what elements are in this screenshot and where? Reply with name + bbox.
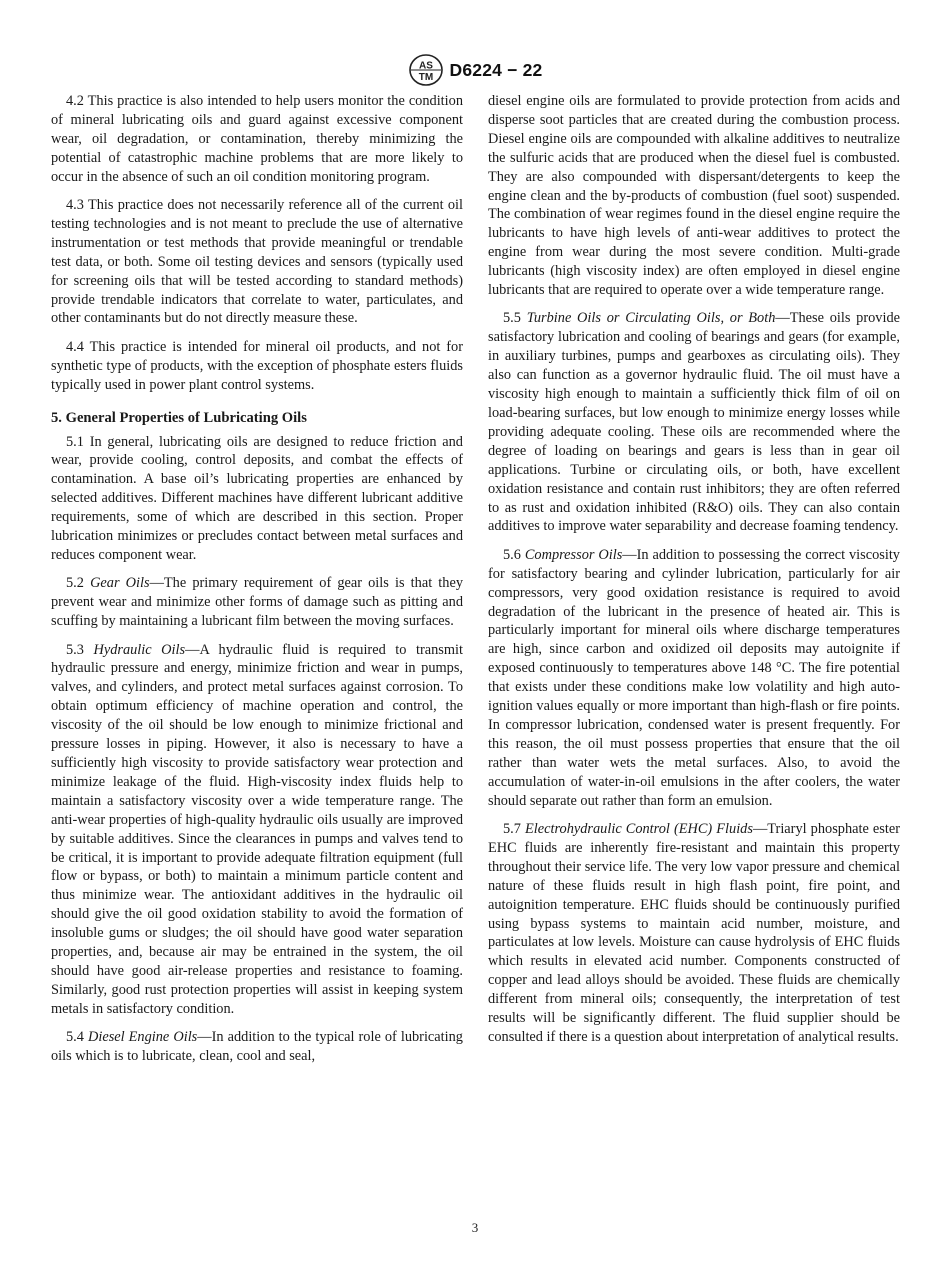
- paragraph-5-5: [488, 309, 900, 536]
- paragraph-title: Diesel Engine Oils: [87, 1029, 198, 1046]
- svg-text:TM: TM: [418, 72, 433, 83]
- section-number: 5.4: [66, 1029, 84, 1046]
- section-number: 4.3: [66, 197, 84, 214]
- paragraph-text: —The primary requirement of gear oils is that they prevent wear and minimize other forms of damage such as pitting and scuffing by maintaining a lubricant film between the moving surfaces.: [51, 575, 463, 630]
- paragraph-title: Turbine Oils or Circulating Oils, or Both: [526, 310, 776, 327]
- paragraph-title: Electrohydraulic Control (EHC) Fluids: [525, 821, 753, 838]
- paragraph-text: —These oils provide satisfactory lubrication and cooling of bearings and gears (for example, in auxiliary turbines, pumps and gearboxes as circulating oils). They also can function as a governor hydraulic fluid. The oil must have a viscosity high enough to maintain a sufficiently thick film of oil on load-bearing surfaces, but low enough to minimize energy losses while providing adequate cooling. These oils are recommended where the degree of loading on bearings and gears is less than in gear oil applications. Turbine or circulating oils, or both, have excellent oxidation resistance and contain rust inhibitors; they are often referred to as rust and oxidation inhibited (R&O) oils. They can also contain additives to improve water separability and decrease foaming tendency.: [488, 310, 900, 535]
- paragraph-5-3: [51, 641, 463, 1019]
- paragraph-text: This practice is also intended to help users monitor the condition of mineral lubricating oils and guard against excessive component wear, oil degradation, or contamination, thereby minimizing the potential of catastrophic machine problems that are more likely to occur in the absence of such an oil condition monitoring program.: [51, 93, 463, 185]
- section-number: 5.6: [503, 546, 521, 563]
- paragraph-5-6: [488, 546, 900, 811]
- paragraph-text: —In addition to possessing the correct viscosity for satisfactory bearing and cylinder lubrication, particularly for air compressors, very good oxidation resistance is required to avoid degradation of the lubricant in the presence of heated air. This is particularly important for mineral oils where discharge temperatures are high, since carbon and oxidized oil deposits may autoignite if exposed continuously to temperatures above 148 °C. The fire potential that exists under these conditions make low volatility and high auto-ignition values equally or more important than high-flash or fire points. In compressor lubrication, condensed water is present frequently. For this reason, the oil must possess properties that ensure that the oil rather than water wets the metal surfaces. Also, to avoid the accumulation of water-in-oil emulsions in the after coolers, the water should separate out rather than form an emulsion.: [488, 546, 900, 809]
- right-column: [488, 92, 900, 1056]
- paragraph-4-2: [51, 92, 463, 187]
- section-number: 5.1: [66, 433, 84, 450]
- paragraph-text: This practice is intended for mineral oil products, and not for synthetic type of products, with the exception of phosphate esters fluids typically used in power plant control systems.: [51, 338, 463, 393]
- astm-logo-icon: [408, 53, 444, 87]
- paragraph-text: —Triaryl phosphate ester EHC fluids are inherently fire-resistant and maintain this property throughout their service life. The very low vapor pressure and chemical nature of these fluids result in high flash point, fire point, and autoignition temperature. EHC fluids should be continuously purified using bypass systems to maintain acid number, moisture, and particulates at low levels. Moisture can cause hydrolysis of EHC fluids which results in elevated acid number. Components constructed of copper and lead alloys should be avoided. These fluids are chemically different from mineral oils; consequently, the interpretation of test results will be significantly different. The fluid supplier should be consulted if there is a question about interpretation of analytical results.: [488, 821, 900, 1045]
- section-number: 5.3: [66, 641, 84, 658]
- paragraph-5-4: [51, 1028, 463, 1066]
- section-number: 5.7: [503, 821, 521, 838]
- paragraph-text: This practice does not necessarily reference all of the current oil testing technologies and is not meant to preclude the use of alternative instrumentation or test methods that provide meaningful or trendable test data, or both. Some oil testing devices and sensors (typically used for screening oils that will be tested according to standard methods) provide trendable indicators that correlate to water, particulates, and other contaminants but do not directly measure these.: [51, 197, 463, 327]
- paragraph-text: —A hydraulic fluid is required to transmit hydraulic pressure and energy, minimize friction and wear in pumps, valves, and cylinders, and protect metal surfaces against corrosion. To obtain optimum efficiency of machine operation and control, the viscosity of the oil should be low enough to minimize frictional and pressure losses in piping. However, it also is necessary to have a sufficiently high viscosity to provide satisfactory wear protection and minimize leakage of the fluid. High-viscosity index fluids help to maintain a satisfactory viscosity over a wide temperature range. The anti-wear properties of high-quality hydraulic oils usually are improved by suitable additives. Since the clearances in pumps and valves tend to be critical, it is important to provide adequate filtration equipment (full flow or bypass, or both) to maintain a minimum particle content and thus minimize wear. The antioxidant additives in the hydraulic oil should give the oil good oxidation stability to avoid the formation of insoluble gums or sludges; the oil should have good water separation properties, and, because air may be entrained in the system, the oil should have good air-release properties and resistance to foaming. Similarly, good rust protection properties will assist in keeping system metals in satisfactory condition.: [51, 641, 463, 1017]
- left-column: [51, 92, 463, 1076]
- document-id: D6224 − 22: [449, 59, 543, 80]
- paragraph-4-4: [51, 338, 463, 395]
- paragraph-text: In general, lubricating oils are designed to reduce friction and wear, provide cooling, control deposits, and combat the effects of contamination. A base oil’s lubricating properties are enhanced by selected additives. Different machines have different lubricant additive requirements, some of which are described in this section. Proper lubrication minimizes or precludes contact between metal surfaces and reduces component wear.: [51, 433, 463, 563]
- paragraph-4-3: [51, 196, 463, 328]
- section-number: 5.2: [66, 575, 84, 592]
- section-number: 4.4: [66, 338, 84, 355]
- paragraph-text: —In addition to the typical role of lubricating oils which is to lubricate, clean, cool and seal,: [51, 1029, 463, 1065]
- page-header: [0, 52, 950, 88]
- section-5-heading: 5. General Properties of Lubricating Oils: [51, 409, 307, 426]
- section-number: 4.2: [66, 93, 84, 109]
- page-number: 3: [471, 1220, 479, 1235]
- paragraph-5-7: [488, 820, 900, 1047]
- paragraph-title: Compressor Oils: [524, 546, 623, 563]
- paragraph-5-1: [51, 433, 463, 565]
- paragraph-title: Hydraulic Oils: [93, 641, 186, 658]
- paragraph-5-2: [51, 574, 463, 631]
- paragraph-5-4-continued: diesel engine oils are formulated to provide protection from acids and disperse soot particles that are created during the combustion process. Diesel engine oils are compounded with alkaline additives to neutralize the sulfuric acids that are produced when the diesel fuel is combusted. They are also compounded with dispersant/detergents to keep the engine clean and the by-products of combustion (fuel soot) suspended. The combination of wear regimes found in the diesel engine require the lubricants to have high levels of anti-wear additives to protect the engine from wear during the most severe condition. Multi-grade lubricants (high viscosity index) are often employed in diesel engine lubricants that are required to operate over a wide temperature range.: [488, 93, 900, 299]
- svg-text:AS: AS: [418, 60, 433, 72]
- paragraph-title: Gear Oils: [90, 575, 150, 592]
- section-number: 5.5: [503, 310, 521, 327]
